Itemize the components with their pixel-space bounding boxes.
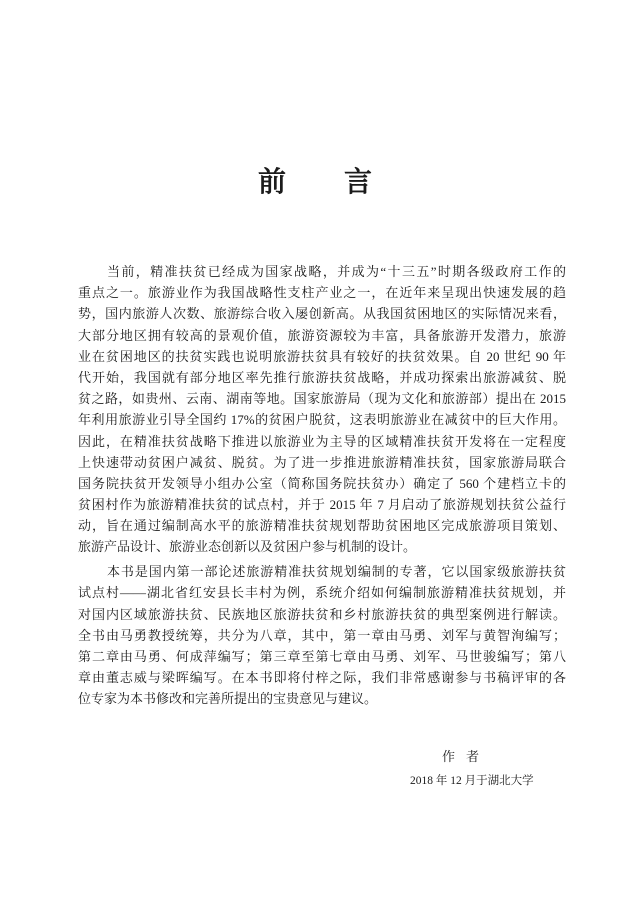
paragraph-line: 代开始，我国就有部分地区率先推行旅游扶贫战略，并成功探索出旅游减贫、脱: [78, 369, 566, 385]
signature-author: 作者: [442, 749, 491, 764]
paragraph-line: 大部分地区拥有较高的景观价值，旅游资源较为丰富，具备旅游开发潜力，旅游: [78, 327, 566, 343]
paragraph-line: 重点之一。旅游业作为我国战略性支柱产业之一，在近年来呈现出快速发展的趋: [78, 285, 566, 301]
paragraph-line: 旅游产品设计、旅游业态创新以及贫困户参与机制的设计。: [78, 539, 417, 555]
page-title: 前言: [258, 167, 431, 198]
paragraph-line: 势，国内旅游人次数、旅游综合收入屡创新高。从我国贫困地区的实际情况来看，: [78, 306, 566, 322]
paragraph-line: 试点村——湖北省红安县长丰村为例，系统介绍如何编制旅游精准扶贫规划，并: [78, 585, 566, 601]
paragraph-line: 位专家为本书修改和完善所提出的宝贵意见与建议。: [78, 691, 378, 707]
paragraph-line: 贫困村作为旅游精准扶贫的试点村，并于 2015 年 7 月启动了旅游规划扶贫公益行: [78, 497, 566, 513]
paragraph-line: 年利用旅游业引导全国约 17%的贫困户脱贫，这表明旅游业在减贫中的巨大作用。: [78, 412, 566, 428]
paragraph-line: 章由董志威与梁晖编写。在本书即将付梓之际，我们非常感谢参与书稿评审的各: [78, 670, 566, 686]
paragraph-line: 本书是国内第一部论述旅游精准扶贫规划编制的专著，它以国家级旅游扶贫: [107, 564, 566, 580]
paragraph-line: 动，旨在通过编制高水平的旅游精准扶贫规划帮助贫困地区完成旅游项目策划、: [78, 518, 566, 534]
signature-date: 2018 年 12 月于湖北大学: [410, 775, 534, 787]
paragraph-line: 国务院扶贫开发领导小组办公室（简称国务院扶贫办）确定了 560 个建档立卡的: [78, 475, 566, 491]
paragraph-line: 当前，精准扶贫已经成为国家战略，并成为“十三五”时期各级政府工作的: [107, 264, 566, 279]
paragraph-line: 上快速带动贫困户减贫、脱贫。为了进一步推进旅游精准扶贫，国家旅游局联合: [78, 454, 566, 470]
paragraph-line: 贫之路，如贵州、云南、湖南等地。国家旅游局（现为文化和旅游部）提出在 2015: [78, 391, 566, 407]
paragraph: [78, 261, 566, 558]
paragraph-line: 业在贫困地区的扶贫实践也说明旅游扶贫具有较好的扶贫效果。自 20 世纪 90 年: [78, 348, 566, 364]
paragraph-line: 对国内区域旅游扶贫、民族地区旅游扶贫和乡村旅游扶贫的典型案例进行解读。: [78, 606, 566, 622]
paragraph-line: 全书由马勇教授统筹，共分为八章，其中，第一章由马勇、刘军与黄智洵编写；: [78, 627, 566, 643]
paragraph-line: 因此，在精准扶贫战略下推进以旅游业为主导的区域精准扶贫开发将在一定程度: [78, 433, 566, 449]
paragraph-line: 第二章由马勇、何成萍编写；第三章至第七章由马勇、刘军、马世骏编写；第八: [78, 648, 566, 664]
preface-body: [78, 261, 566, 710]
paragraph: [78, 561, 566, 709]
